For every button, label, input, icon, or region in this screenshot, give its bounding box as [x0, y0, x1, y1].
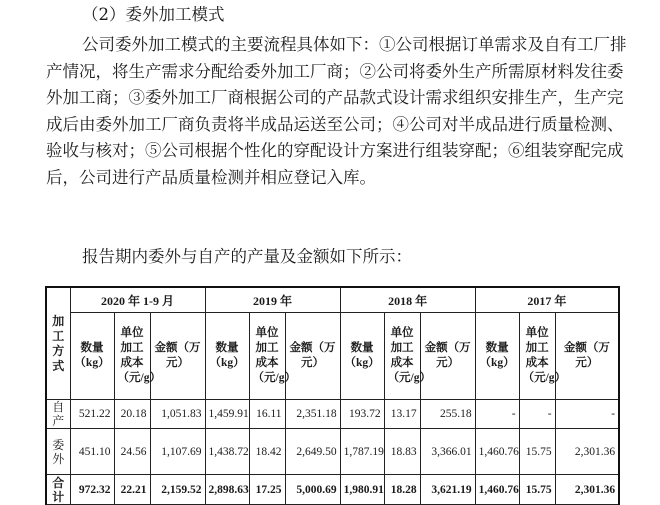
table-row: [46, 475, 619, 505]
output-amount-table: [45, 286, 620, 505]
table-cell: 1,460.76: [475, 475, 519, 505]
table-cell: 17.25: [249, 475, 285, 505]
table-cell: 15.75: [519, 429, 555, 475]
table-cell: 2,351.18: [285, 400, 340, 429]
row-label: [46, 429, 70, 475]
period-header: 2020 年 1-9 月: [70, 287, 205, 313]
table-cell: 255.18: [420, 400, 475, 429]
table-cell: 15.75: [519, 475, 555, 505]
table-cell: 1,787.19: [340, 429, 384, 475]
table-cell: 3,366.01: [420, 429, 475, 475]
qty-header: 数量（kg）: [205, 313, 249, 400]
paragraph-line: 外加工商；③委外加工厂商根据公司的产品款式设计需求组织安排生产，生产完: [46, 88, 624, 108]
table-row: [46, 400, 619, 429]
unit-cost-header: 单位加工成本（元/g）: [384, 313, 420, 400]
table-cell: 1,980.91: [340, 475, 384, 505]
table-cell: 1,460.76: [475, 429, 519, 475]
table-cell: -: [555, 400, 619, 429]
amount-header: 金额（万元）: [555, 313, 619, 400]
qty-header: 数量（kg）: [475, 313, 519, 400]
row-label-text: 合计: [52, 475, 65, 504]
table-cell: 13.17: [384, 400, 420, 429]
section-heading: （2）委外加工模式: [82, 5, 225, 24]
table-cell: 451.10: [70, 429, 114, 475]
table-cell: 3,621.19: [420, 475, 475, 505]
amount-header: 金额（万元）: [420, 313, 475, 400]
table-cell: 2,301.36: [555, 429, 619, 475]
table-cell: 2,898.63: [205, 475, 249, 505]
table-cell: 5,000.69: [285, 475, 340, 505]
row-label: [46, 475, 70, 505]
table-cell: 1,051.83: [150, 400, 205, 429]
method-header: [46, 287, 70, 400]
table-cell: 521.22: [70, 400, 114, 429]
table-cell: 20.18: [114, 400, 150, 429]
process-paragraph: [46, 32, 626, 192]
row-label: [46, 400, 70, 429]
table-cell: 16.11: [249, 400, 285, 429]
row-label-text: 委外: [52, 437, 65, 466]
unit-cost-header: 单位加工成本（元/g）: [114, 313, 150, 400]
table-cell: 2,159.52: [150, 475, 205, 505]
qty-header: 数量（kg）: [70, 313, 114, 400]
amount-header: 金额（万元）: [150, 313, 205, 400]
table-cell: 2,301.36: [555, 475, 619, 505]
period-header: 2018 年: [340, 287, 475, 313]
paragraph-line: 成后由委外加工厂商负责将半成品运送至公司；④公司对半成品进行质量检测、: [46, 114, 624, 134]
period-header: 2017 年: [475, 287, 619, 313]
table-cell: -: [519, 400, 555, 429]
amount-header: 金额（万元）: [285, 313, 340, 400]
row-label-text: 自产: [52, 400, 65, 428]
unit-cost-header: 单位加工成本（元/g）: [519, 313, 555, 400]
paragraph-line: 后，公司进行产品质量检测并相应登记入库。: [46, 167, 376, 187]
table-cell: 18.42: [249, 429, 285, 475]
table-cell: 18.28: [384, 475, 420, 505]
table-cell: -: [475, 400, 519, 429]
paragraph-line: 验收与核对；⑤公司根据个性化的穿配设计方案进行组装穿配；⑥组装穿配完成: [46, 141, 624, 161]
paragraph-line: 公司委外加工模式的主要流程具体如下：①公司根据订单需求及自有工厂排: [82, 35, 627, 54]
table-cell: 193.72: [340, 400, 384, 429]
qty-header: 数量（kg）: [340, 313, 384, 400]
table-cell: 1,459.91: [205, 400, 249, 429]
method-header-text: 加工方式: [52, 313, 65, 373]
table-cell: 972.32: [70, 475, 114, 505]
period-header: 2019 年: [205, 287, 340, 313]
column-header-row: [46, 313, 619, 400]
unit-cost-header: 单位加工成本（元/g）: [249, 313, 285, 400]
table-cell: 18.83: [384, 429, 420, 475]
table-intro: 报告期内委外与自产的产量及金额如下所示：: [82, 247, 412, 266]
table-row: [46, 429, 619, 475]
table-cell: 22.21: [114, 475, 150, 505]
table-cell: 1,438.72: [205, 429, 249, 475]
paragraph-line: 产情况，将生产需求分配给委外加工厂商；②公司将委外生产所需原材料发往委: [46, 61, 624, 81]
table-cell: 1,107.69: [150, 429, 205, 475]
table-cell: 24.56: [114, 429, 150, 475]
table-cell: 2,649.50: [285, 429, 340, 475]
